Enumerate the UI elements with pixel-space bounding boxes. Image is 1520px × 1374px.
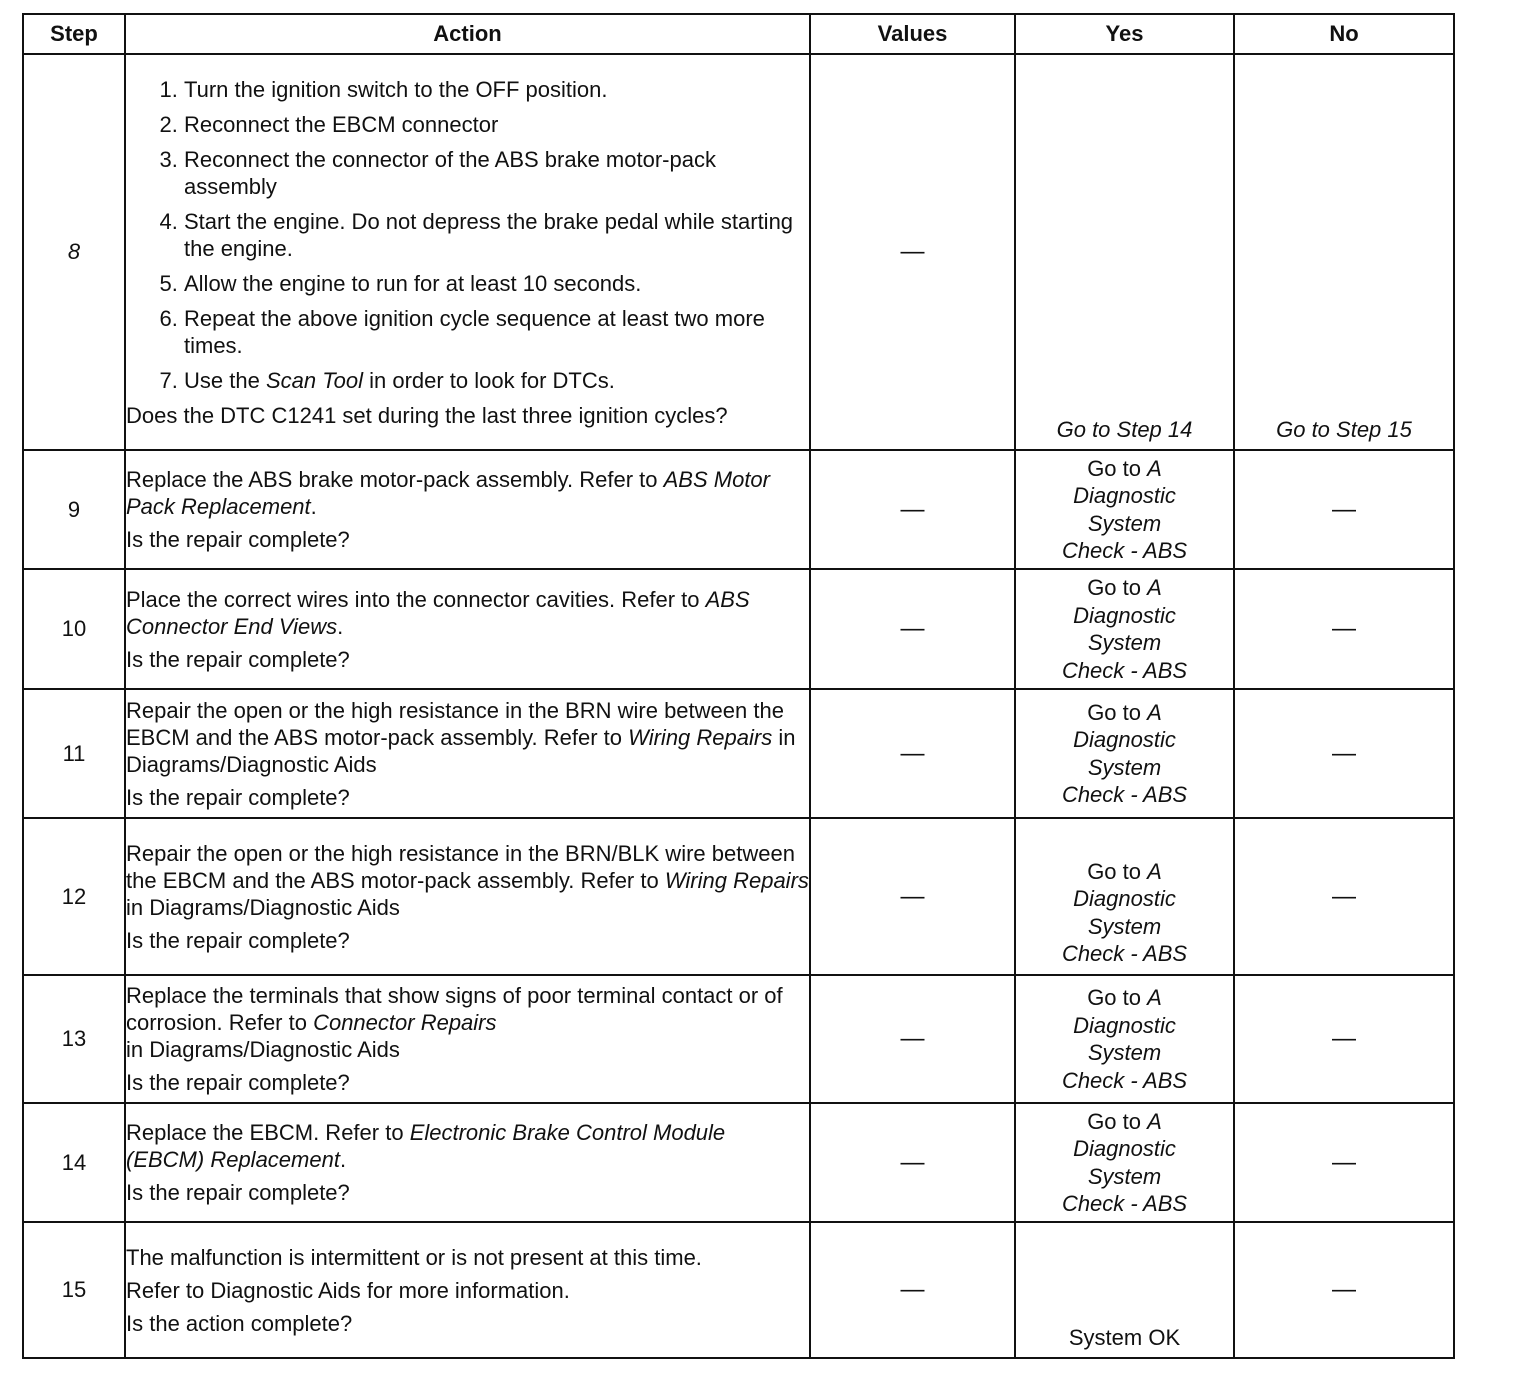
- reference-text: A: [1147, 985, 1162, 1010]
- question-text: Is the repair complete?: [126, 784, 350, 810]
- no-cell: Go to Step 15: [1234, 54, 1454, 450]
- text: in order to look for DTCs.: [362, 368, 615, 393]
- instruction-text: Refer to Diagnostic Aids for more information.: [126, 1277, 570, 1303]
- question-text: Does the DTC C1241 set during the last three ignition cycles?: [126, 403, 728, 428]
- reference-text: Check - ABS: [1061, 941, 1188, 966]
- procedure-list: [126, 76, 809, 394]
- reference-text: A: [1147, 699, 1162, 725]
- text: Go to: [1087, 858, 1148, 884]
- reference-text: Diagnostic: [1073, 1012, 1176, 1038]
- text: Place the correct wires into the connector cavities. Refer to: [126, 586, 706, 612]
- reference-text: Diagnostic: [1073, 886, 1176, 911]
- instruction-text: [126, 982, 809, 1036]
- no-cell: —: [1234, 1222, 1454, 1358]
- header-row: [23, 14, 1454, 54]
- values-cell: —: [810, 450, 1015, 569]
- values-cell: —: [810, 1222, 1015, 1358]
- action-cell: [125, 975, 810, 1103]
- step-number: 10: [23, 569, 125, 689]
- reference-text: Diagnostic: [1073, 483, 1176, 508]
- values-cell: —: [810, 975, 1015, 1103]
- question-text: Is the repair complete?: [126, 1070, 350, 1095]
- reference-text: Check - ABS: [1061, 1191, 1188, 1216]
- instruction-text: [126, 466, 809, 520]
- text: in Diagrams/Diagnostic Aids: [126, 724, 796, 777]
- action-cell: [125, 818, 810, 975]
- table-row: [23, 1103, 1454, 1222]
- reference-text: Check - ABS: [1061, 657, 1188, 683]
- header-values: Values: [810, 14, 1015, 54]
- list-item: 1. Turn the ignition switch to the OFF position.: [184, 76, 809, 103]
- reference-text: A: [1147, 575, 1162, 600]
- reference-text: System: [1087, 510, 1162, 536]
- reference-text: A: [1147, 1108, 1162, 1134]
- text: Go to: [1087, 985, 1148, 1010]
- instruction-text: in Diagrams/Diagnostic Aids: [126, 894, 400, 920]
- step-number: 8: [23, 54, 125, 450]
- reference-text: Check - ABS: [1061, 782, 1188, 807]
- header-action: Action: [125, 14, 810, 54]
- text: Replace the terminals that show signs of poor terminal contact or of corrosion. Refer to: [126, 983, 783, 1035]
- reference-text: Electronic Brake Control Module (EBCM) Replacement: [126, 1120, 726, 1172]
- reference-text: Wiring Repairs: [628, 724, 773, 750]
- header-yes: Yes: [1015, 14, 1234, 54]
- question-text: Is the repair complete?: [126, 527, 350, 552]
- values-cell: —: [810, 1103, 1015, 1222]
- no-cell: —: [1234, 975, 1454, 1103]
- diagnostic-table: [22, 13, 1455, 1359]
- table-row: [23, 689, 1454, 818]
- question-text: Is the repair complete?: [126, 646, 350, 672]
- instruction-text: The malfunction is intermittent or is not present at this time.: [126, 1244, 702, 1270]
- step-number: 9: [23, 450, 125, 569]
- reference-text: Diagnostic: [1073, 1136, 1176, 1161]
- text: Go to: [1087, 455, 1148, 481]
- table-row: [23, 54, 1454, 450]
- no-cell: —: [1234, 1103, 1454, 1222]
- instruction-text: [126, 1119, 809, 1173]
- values-cell: —: [810, 54, 1015, 450]
- reference-text: System: [1087, 913, 1162, 939]
- yes-cell: [1015, 450, 1234, 569]
- reference-text: Wiring Repairs: [664, 867, 809, 893]
- list-item: [184, 367, 809, 394]
- text: Go to: [1087, 699, 1148, 725]
- no-cell: —: [1234, 450, 1454, 569]
- action-cell: [125, 569, 810, 689]
- action-cell: [125, 450, 810, 569]
- instruction-text: [126, 697, 809, 778]
- instruction-text: in Diagrams/Diagnostic Aids: [126, 1037, 400, 1062]
- yes-cell: Go to Step 14: [1015, 54, 1234, 450]
- values-cell: —: [810, 569, 1015, 689]
- table-row: [23, 450, 1454, 569]
- text: Repair the open or the high resistance in the BRN wire between the EBCM and the ABS motor-pack assembly. Refer to: [126, 697, 784, 750]
- no-cell: —: [1234, 569, 1454, 689]
- no-cell: —: [1234, 689, 1454, 818]
- reference-text: System: [1087, 1163, 1162, 1189]
- list-item: 2. Reconnect the EBCM connector: [184, 111, 809, 138]
- list-item: 6. Repeat the above ignition cycle sequence at least two more times.: [184, 305, 809, 359]
- no-cell: —: [1234, 818, 1454, 975]
- question-text: Is the repair complete?: [126, 1180, 350, 1205]
- reference-text: Connector Repairs: [313, 1010, 497, 1035]
- reference-text: System: [1087, 630, 1162, 655]
- table-row: [23, 818, 1454, 975]
- reference-text: System: [1087, 1040, 1162, 1065]
- step-number: 11: [23, 689, 125, 818]
- text: .: [339, 1147, 347, 1172]
- table-row: [23, 1222, 1454, 1358]
- text: Go to: [1087, 575, 1148, 600]
- question-text: Is the action complete?: [126, 1310, 353, 1336]
- reference-text: A: [1147, 858, 1162, 884]
- yes-cell: [1015, 975, 1234, 1103]
- action-cell: [125, 1222, 810, 1358]
- reference-text: Scan Tool: [265, 368, 363, 393]
- question-text: Is the repair complete?: [126, 927, 350, 953]
- yes-cell: [1015, 689, 1234, 818]
- text: Use the: [184, 368, 266, 393]
- text: Go to: [1087, 1108, 1148, 1134]
- step-number: 15: [23, 1222, 125, 1358]
- reference-text: Check - ABS: [1061, 538, 1188, 563]
- list-item: 4. Start the engine. Do not depress the brake pedal while starting the engine.: [184, 208, 809, 262]
- action-cell: [125, 54, 810, 450]
- text: Replace the ABS brake motor-pack assembly. Refer to: [126, 467, 664, 492]
- reference-text: ABS Motor Pack Replacement: [126, 467, 770, 519]
- header-no: No: [1234, 14, 1454, 54]
- list-item: 5. Allow the engine to run for at least 10 seconds.: [184, 270, 809, 297]
- instruction-text: [126, 586, 809, 640]
- instruction-text: [126, 840, 809, 894]
- reference-text: System: [1087, 754, 1162, 780]
- step-number: 14: [23, 1103, 125, 1222]
- text: .: [310, 494, 317, 519]
- values-cell: —: [810, 689, 1015, 818]
- text: Repair the open or the high resistance in the BRN/BLK wire between the EBCM and the ABS motor-pack assembly. Refer to: [126, 840, 795, 893]
- yes-cell: System OK: [1015, 1222, 1234, 1358]
- table-row: [23, 569, 1454, 689]
- list-item: 3. Reconnect the connector of the ABS brake motor-pack assembly: [184, 146, 809, 200]
- step-number: 13: [23, 975, 125, 1103]
- table-row: [23, 975, 1454, 1103]
- text: Replace the EBCM. Refer to: [126, 1120, 410, 1145]
- values-cell: —: [810, 818, 1015, 975]
- header-step: Step: [23, 14, 125, 54]
- action-cell: [125, 689, 810, 818]
- yes-cell: [1015, 818, 1234, 975]
- text: .: [337, 613, 344, 639]
- reference-text: Check - ABS: [1061, 1067, 1188, 1093]
- action-cell: [125, 1103, 810, 1222]
- yes-cell: [1015, 569, 1234, 689]
- reference-text: A: [1147, 455, 1162, 481]
- yes-cell: [1015, 1103, 1234, 1222]
- reference-text: ABS Connector End Views: [126, 586, 750, 639]
- step-number: 12: [23, 818, 125, 975]
- reference-text: Diagnostic: [1073, 602, 1176, 628]
- reference-text: Diagnostic: [1073, 727, 1176, 752]
